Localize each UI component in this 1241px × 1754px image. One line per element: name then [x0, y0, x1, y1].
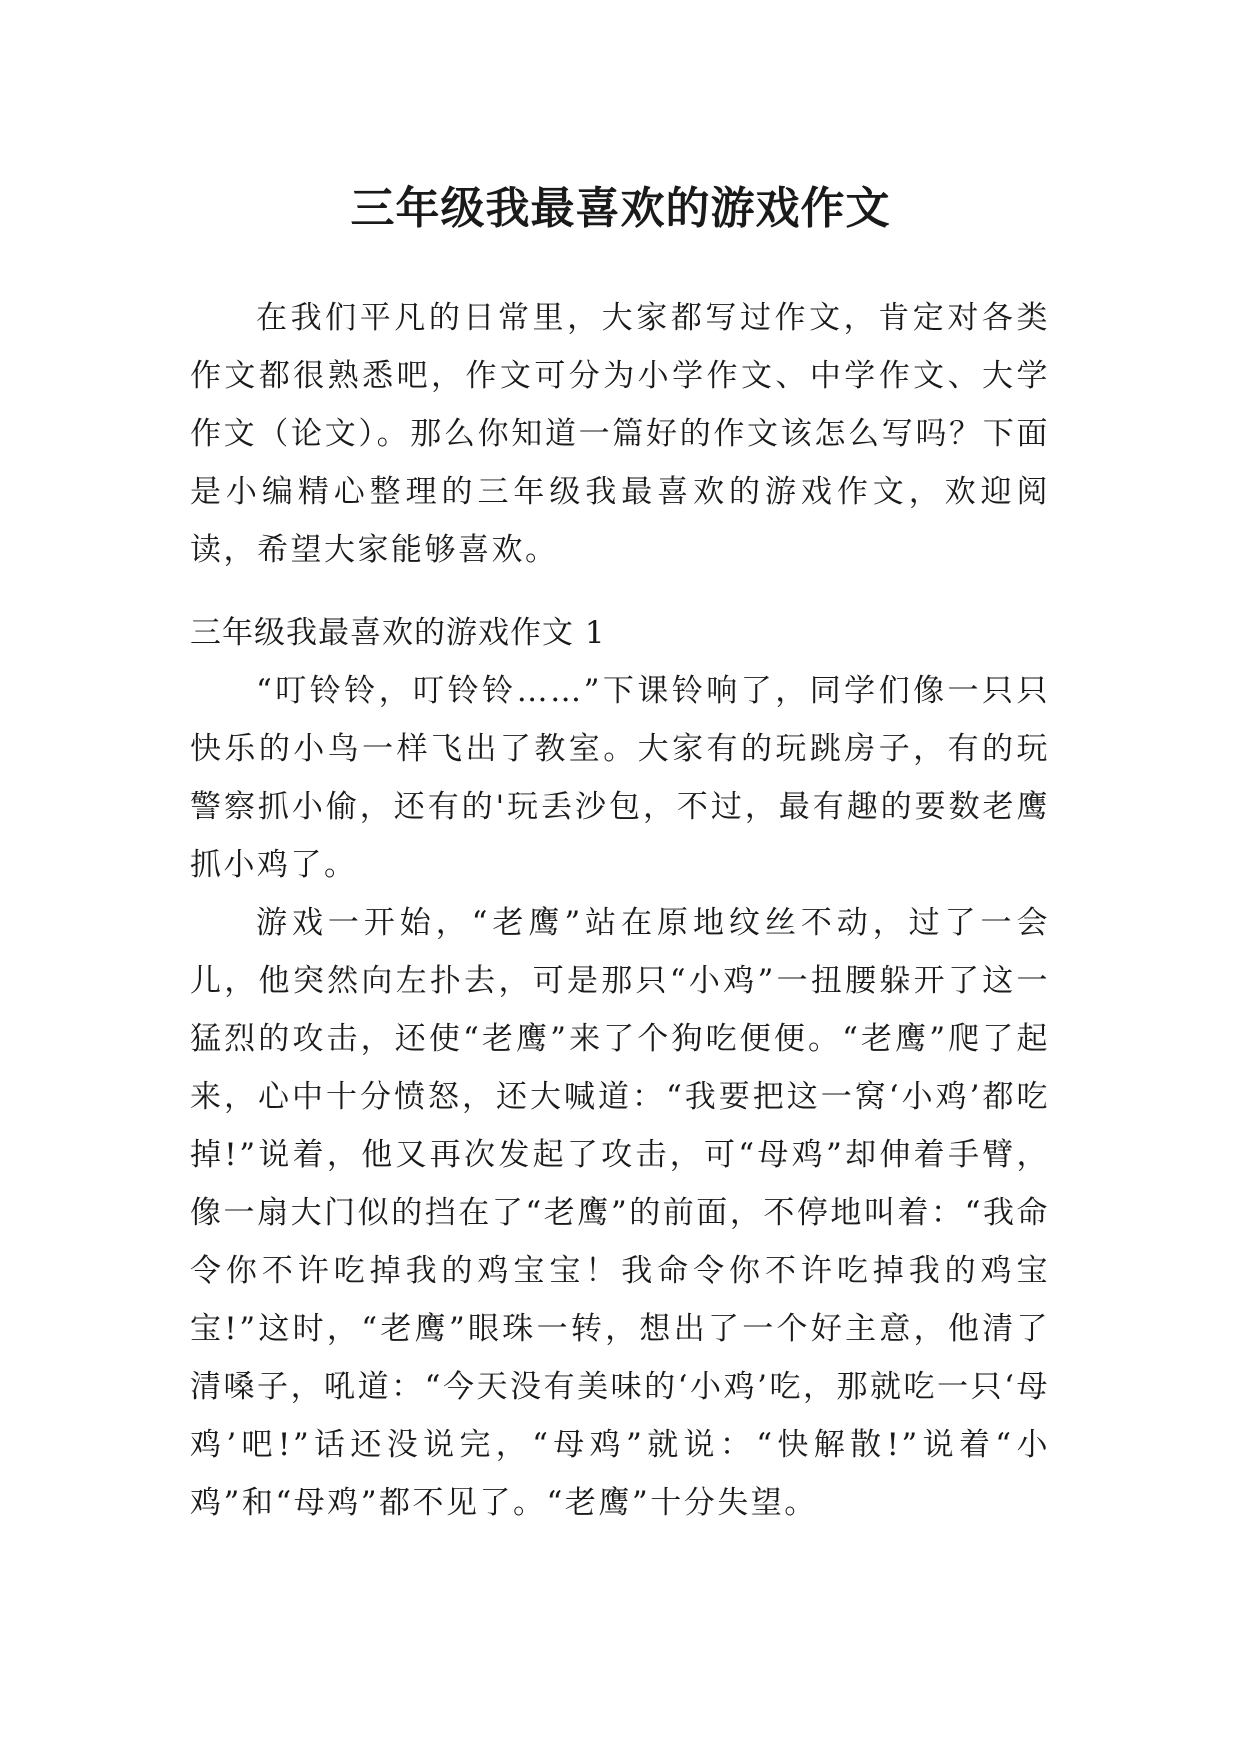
body-paragraph-1: “叮铃铃，叮铃铃……”下课铃响了，同学们像一只只快乐的小鸟一样飞出了教室。大家有的玩跳房子，有的玩警察抓小偷，还有的'玩丢沙包，不过，最有趣的要数老鹰抓小鸡了。: [190, 673, 1050, 883]
intro-paragraph: 在我们平凡的日常里，大家都写过作文，肯定对各类作文都很熟悉吧，作文可分为小学作文、中学作文、大学作文（论文）。那么你知道一篇好的作文该怎么写吗？下面是小编精心整理的三年级我最喜欢的游戏作文，欢迎阅读，希望大家能够喜欢。: [190, 300, 1050, 568]
section-block: [190, 604, 1050, 1532]
document-title: 三年级我最喜欢的游戏作文: [350, 183, 891, 235]
body-paragraph-2: 游戏一开始，“老鹰”站在原地纹丝不动，过了一会儿，他突然向左扑去，可是那只“小鸡”一扭腰躲开了这一猛烈的攻击，还使“老鹰”来了个狗吃便便。“老鹰”爬了起来，心中十分愤怒，还大喊道：“我要把这一窝‘小鸡’都吃掉!”说着，他又再次发起了攻击，可“母鸡”却伸着手臂，像一扇大门似的挡在了“老鹰”的前面，不停地叫着：“我命令你不许吃掉我的鸡宝宝！我命令你不许吃掉我的鸡宝宝!”这时，“老鹰”眼珠一转，想出了一个好主意，他清了清嗓子，吼道：“今天没有美味的‘小鸡’吃，那就吃一只‘母鸡’吧!”话还没说完，“母鸡”就说：“快解散!”说着“小鸡”和“母鸡”都不见了。“老鹰”十分失望。: [190, 905, 1050, 1521]
section-heading: 三年级我最喜欢的游戏作文 1: [190, 615, 606, 651]
intro-block: [190, 289, 1050, 579]
